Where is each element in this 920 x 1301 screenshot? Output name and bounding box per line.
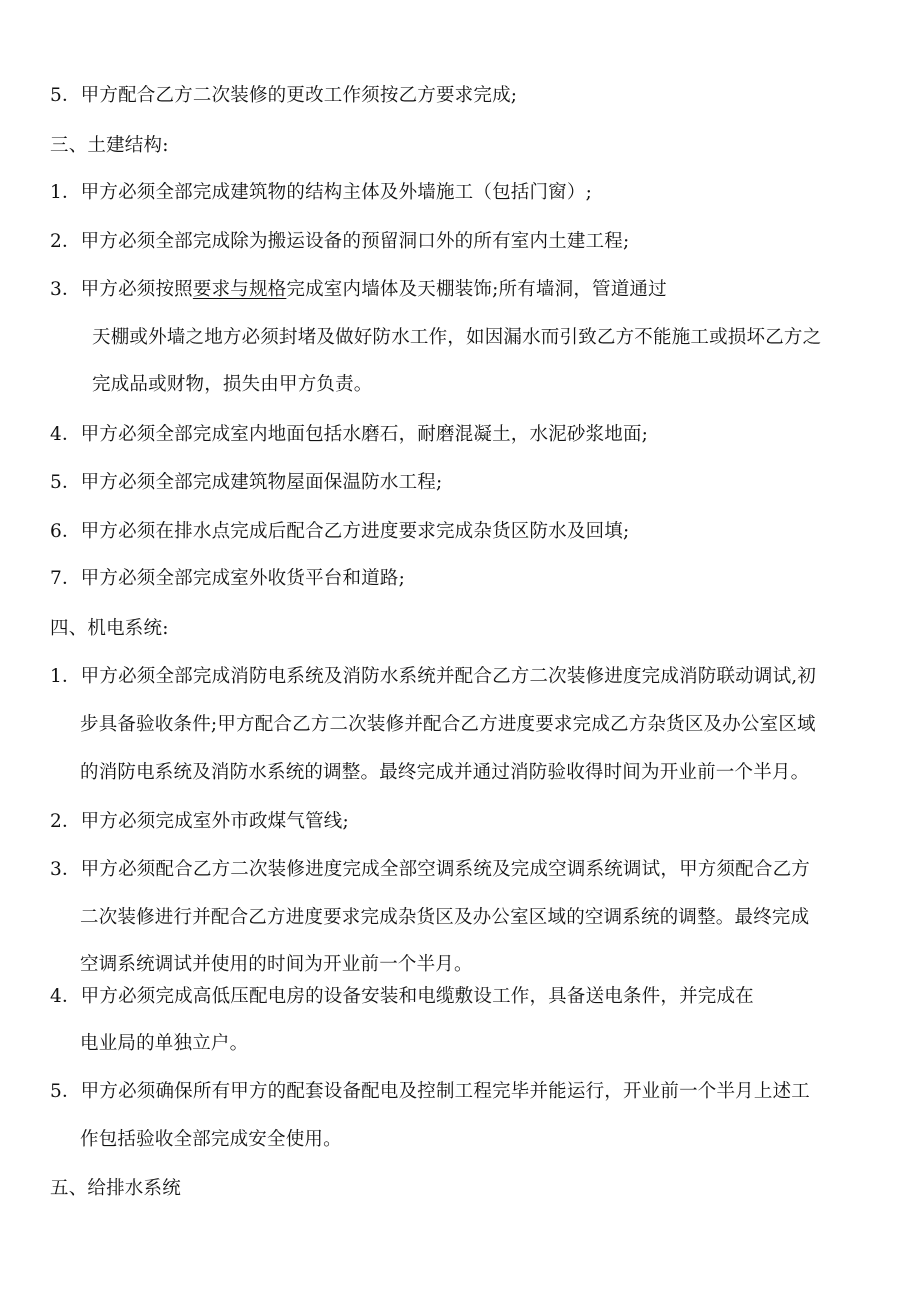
paragraph-line: 4．甲方必须完成高低压配电房的设备安装和电缆敷设工作，具备送电条件，并完成在	[50, 986, 754, 1007]
paragraph-line: 1．甲方必须全部完成消防电系统及消防水系统并配合乙方二次装修进度完成消防联动调试,初	[50, 666, 817, 687]
paragraph-line: 二次装修进行并配合乙方进度要求完成杂货区及办公室区域的空调系统的调整。最终完成	[80, 907, 810, 928]
paragraph-line: 2．甲方必须完成室外市政煤气管线;	[50, 811, 349, 832]
section-heading: 五、给排水系统	[50, 1178, 181, 1199]
underlined-text: 要求与规格	[192, 279, 287, 300]
paragraph-line: 电业局的单独立户。	[80, 1033, 249, 1054]
paragraph-line: 3．甲方必须配合乙方二次装修进度完成全部空调系统及完成空调系统调试，甲方须配合乙方	[50, 859, 810, 880]
paragraph-line: 5．甲方配合乙方二次装修的更改工作须按乙方要求完成;	[50, 85, 518, 106]
line-text: 完成室内墙体及天棚装饰;所有墙洞，管道通过	[286, 279, 667, 300]
paragraph-line: 6．甲方必须在排水点完成后配合乙方进度要求完成杂货区防水及回填;	[50, 521, 630, 542]
paragraph-line: 5．甲方必须全部完成建筑物屋面保温防水工程;	[50, 472, 443, 493]
paragraph-line: 的消防电系统及消防水系统的调整。最终完成并通过消防验收得时间为开业前一个半月。	[80, 762, 810, 783]
paragraph-line: 2．甲方必须全部完成除为搬运设备的预留洞口外的所有室内土建工程;	[50, 231, 630, 252]
paragraph-line: 1．甲方必须全部完成建筑物的结构主体及外墙施工（包括门窗）;	[50, 182, 593, 203]
section-heading: 四、机电系统:	[50, 618, 169, 639]
paragraph-line: 步具备验收条件;甲方配合乙方二次装修并配合乙方进度要求完成乙方杂货区及办公室区域	[80, 714, 816, 735]
paragraph-line: 作包括验收全部完成安全使用。	[80, 1129, 342, 1150]
line-text: 3．甲方必须按照	[50, 279, 193, 300]
paragraph-line: 4．甲方必须全部完成室内地面包括水磨石，耐磨混凝土，水泥砂浆地面;	[50, 424, 649, 445]
paragraph-line: 完成品或财物，损失由甲方负责。	[92, 374, 373, 395]
section-heading: 三、土建结构:	[50, 135, 169, 156]
paragraph-line	[50, 278, 667, 302]
paragraph-line: 7．甲方必须全部完成室外收货平台和道路;	[50, 568, 406, 589]
paragraph-line: 5．甲方必须确保所有甲方的配套设备配电及控制工程完毕并能运行，开业前一个半月上述工	[50, 1081, 810, 1102]
paragraph-line: 天棚或外墙之地方必须封堵及做好防水工作，如因漏水而引致乙方不能施工或损坏乙方之	[92, 327, 822, 348]
paragraph-line: 空调系统调试并使用的时间为开业前一个半月。	[80, 954, 473, 975]
